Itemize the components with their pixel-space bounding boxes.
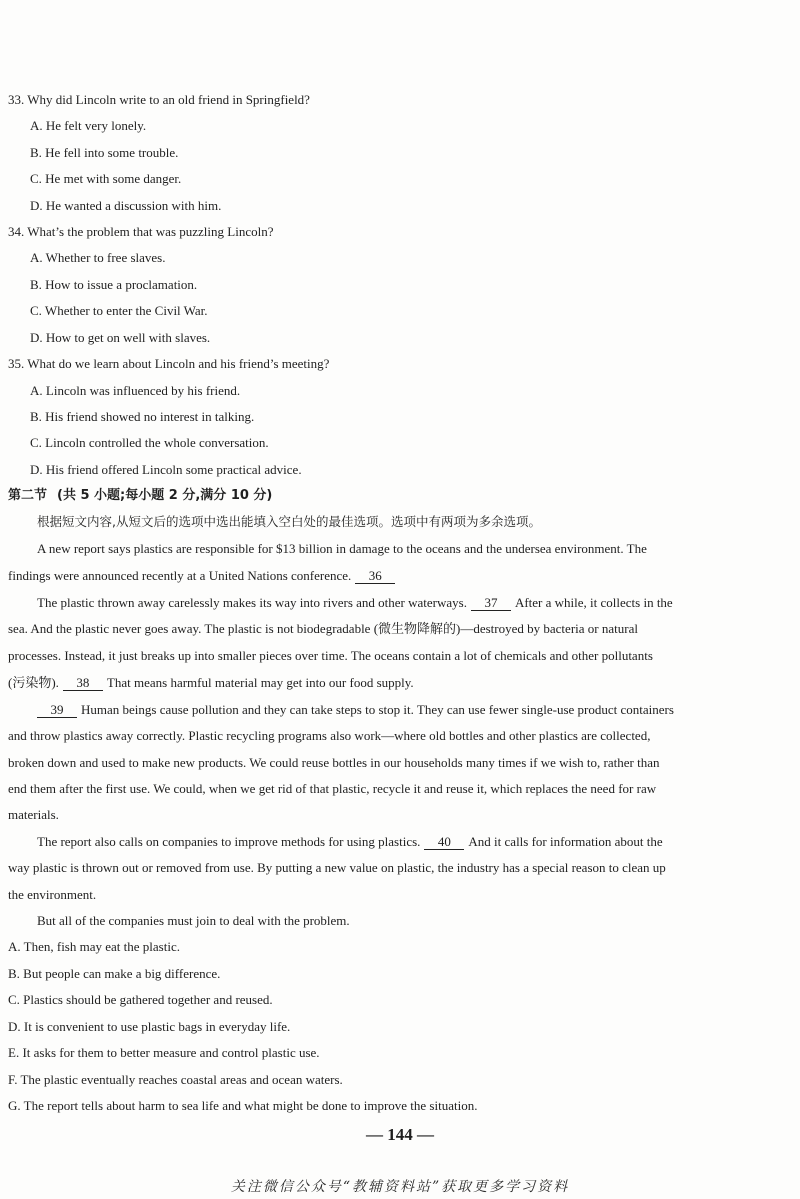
passage-p2-line2: sea. And the plastic never goes away. The plastic is not biodegradable (微生物降解的)—destroyed by bacteria or natural bbox=[8, 621, 638, 636]
passage-p2-line3: processes. Instead, it just breaks up into smaller pieces over time. The oceans contain a lot of chemicals and other pollutants bbox=[8, 648, 653, 663]
passage-p3-text: Human beings cause pollution and they can take steps to stop it. They can use fewer single-use product containers bbox=[81, 702, 674, 717]
answer-option-b: B. But people can make a big difference. bbox=[8, 966, 221, 981]
passage-p4-line1 bbox=[37, 834, 663, 850]
answer-option-c: C. Plastics should be gathered together and reused. bbox=[8, 992, 273, 1007]
answer-option-a: A. Then, fish may eat the plastic. bbox=[8, 939, 180, 954]
section-subtitle: (共 5 小题;每小题 2 分,满分 10 分) bbox=[57, 488, 273, 503]
passage-p1-line2 bbox=[8, 568, 399, 584]
answer-option-f: F. The plastic eventually reaches coastal areas and ocean waters. bbox=[8, 1072, 343, 1087]
blank-36: 36 bbox=[355, 569, 395, 584]
answer-option-e: E. It asks for them to better measure and control plastic use. bbox=[8, 1045, 320, 1060]
question-33-stem: 33. Why did Lincoln write to an old friend in Springfield? bbox=[8, 92, 310, 107]
passage-p1-text: findings were announced recently at a United Nations conference. bbox=[8, 568, 352, 583]
passage-p4-text-b: And it calls for information about the bbox=[468, 834, 663, 849]
question-33-option-d: D. He wanted a discussion with him. bbox=[30, 198, 222, 213]
question-33-option-b: B. He fell into some trouble. bbox=[30, 145, 179, 160]
question-34-stem: 34. What’s the problem that was puzzling Lincoln? bbox=[8, 224, 274, 239]
footer-note: 关注微信公众号“教辅资料站”获取更多学习资料 bbox=[230, 1179, 570, 1195]
passage-p2-text-a: The plastic thrown away carelessly makes its way into rivers and other waterways. bbox=[37, 595, 467, 610]
blank-37: 37 bbox=[471, 596, 511, 611]
question-34-option-d: D. How to get on well with slaves. bbox=[30, 330, 211, 345]
passage-p4-line2: way plastic is thrown out or removed from use. By putting a new value on plastic, the industry has a special reason to clean up bbox=[8, 860, 666, 875]
question-35-option-c: C. Lincoln controlled the whole conversation. bbox=[30, 435, 269, 450]
passage-p3-line3: broken down and used to make new products. We could reuse bottles in our households many times if we wish to, rather than bbox=[8, 755, 660, 770]
passage-p2-line4 bbox=[8, 675, 414, 691]
section-heading bbox=[8, 488, 272, 504]
question-35-option-a: A. Lincoln was influenced by his friend. bbox=[30, 383, 241, 398]
page-number: — 144 — bbox=[366, 1125, 434, 1144]
answer-option-d: D. It is convenient to use plastic bags in everyday life. bbox=[8, 1019, 291, 1034]
question-35-stem: 35. What do we learn about Lincoln and his friend’s meeting? bbox=[8, 356, 330, 371]
answer-option-g: G. The report tells about harm to sea life and what might be done to improve the situation. bbox=[8, 1098, 478, 1113]
question-34-option-a: A. Whether to free slaves. bbox=[30, 250, 166, 265]
passage-p4-text-a: The report also calls on companies to improve methods for using plastics. bbox=[37, 834, 421, 849]
passage-p3-line2: and throw plastics away correctly. Plastic recycling programs also work—where old bottles and other plastics are collected, bbox=[8, 728, 651, 743]
question-34-option-b: B. How to issue a proclamation. bbox=[30, 277, 198, 292]
blank-39: 39 bbox=[37, 703, 77, 718]
passage-p2-text-c: (污染物). bbox=[8, 675, 59, 690]
question-33-option-a: A. He felt very lonely. bbox=[30, 118, 147, 133]
passage-p3-line4: end them after the first use. We could, when we get rid of that plastic, recycle it and reuse it, which replaces the need for raw bbox=[8, 781, 657, 796]
section-title: 第二节 bbox=[8, 488, 48, 503]
question-35-option-b: B. His friend showed no interest in talking. bbox=[30, 409, 255, 424]
section-instruction: 根据短文内容,从短文后的选项中选出能填入空白处的最佳选项。选项中有两项为多余选项。 bbox=[37, 514, 541, 529]
passage-p3-line5: materials. bbox=[8, 807, 59, 822]
passage-p2-text-d: That means harmful material may get into our food supply. bbox=[106, 675, 414, 690]
passage-p5: But all of the companies must join to deal with the problem. bbox=[37, 913, 350, 928]
blank-40: 40 bbox=[424, 835, 464, 850]
passage-p4-line3: the environment. bbox=[8, 887, 97, 902]
passage-p3-line1 bbox=[33, 702, 674, 718]
passage-p2-line1 bbox=[37, 595, 673, 611]
passage-p1-line1: A new report says plastics are responsible for $13 billion in damage to the oceans and the undersea environment. The bbox=[37, 541, 647, 556]
blank-38: 38 bbox=[63, 676, 103, 691]
question-33-option-c: C. He met with some danger. bbox=[30, 171, 182, 186]
question-34-option-c: C. Whether to enter the Civil War. bbox=[30, 303, 208, 318]
question-35-option-d: D. His friend offered Lincoln some practical advice. bbox=[30, 462, 302, 477]
passage-p2-text-b: After a while, it collects in the bbox=[514, 595, 673, 610]
